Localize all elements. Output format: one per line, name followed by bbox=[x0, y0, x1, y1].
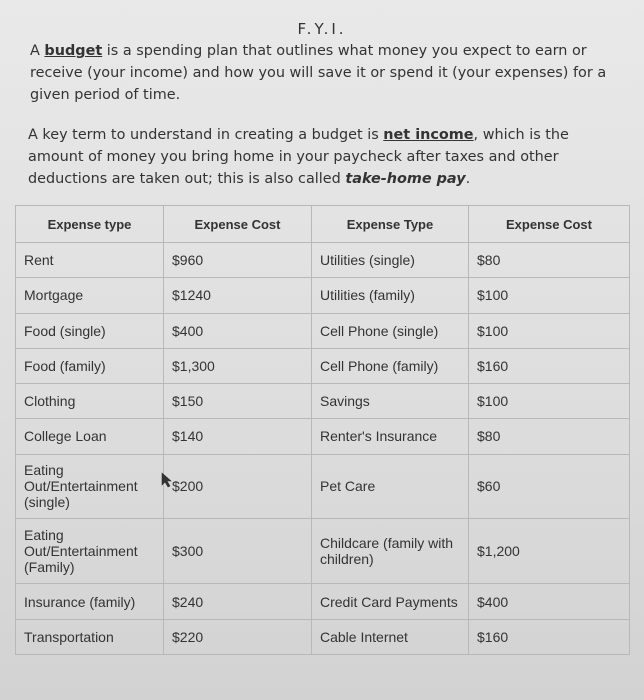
table-row bbox=[16, 519, 630, 584]
term-net-income: net income bbox=[383, 127, 474, 143]
expense-name: Clothing bbox=[16, 384, 164, 419]
expense-cost: $1,200 bbox=[469, 519, 630, 584]
expense-cost: $240 bbox=[164, 584, 312, 619]
expense-name: Pet Care bbox=[312, 454, 469, 519]
header-expense-cost-2: Expense Cost bbox=[469, 206, 630, 243]
expense-cost: $200 bbox=[164, 454, 312, 519]
header-expense-type: Expense type bbox=[16, 206, 164, 243]
para1-after: is a spending plan that outlines what money you expect to earn or receive (your income) and how you will save it or spend it (your expenses) for a given period of time. bbox=[30, 43, 607, 103]
header-expense-type-2: Expense Type bbox=[312, 206, 469, 243]
expense-name: Eating Out/Entertainment (Family) bbox=[16, 519, 164, 584]
table-row bbox=[16, 278, 630, 313]
para2-middle: , which is the amount of money you bring home in your paycheck after taxes and other deductions are taken out; this is also called bbox=[28, 127, 569, 187]
table-row bbox=[16, 584, 630, 619]
expense-cost: $80 bbox=[469, 243, 630, 278]
term-take-home-pay: take-home pay bbox=[345, 171, 466, 187]
table-row bbox=[16, 313, 630, 348]
para2-after: . bbox=[465, 171, 471, 187]
expense-cost: $160 bbox=[469, 348, 630, 383]
table-row bbox=[16, 454, 630, 519]
expense-name: Cell Phone (family) bbox=[312, 348, 469, 383]
expense-name: Renter's Insurance bbox=[312, 419, 469, 454]
expense-name: Food (family) bbox=[16, 348, 164, 383]
expense-cost: $960 bbox=[164, 243, 312, 278]
expense-cost: $160 bbox=[469, 619, 630, 654]
expense-table bbox=[15, 205, 630, 655]
expense-name: College Loan bbox=[16, 419, 164, 454]
expense-name: Eating Out/Entertainment (single) bbox=[16, 454, 164, 519]
expense-cost: $400 bbox=[164, 313, 312, 348]
table-row bbox=[16, 243, 630, 278]
expense-name: Food (single) bbox=[16, 313, 164, 348]
expense-cost: $1,300 bbox=[164, 348, 312, 383]
para1-before: A bbox=[30, 43, 45, 59]
expense-cost: $60 bbox=[469, 454, 630, 519]
net-income-definition bbox=[28, 124, 628, 190]
expense-name: Cell Phone (single) bbox=[312, 313, 469, 348]
expense-name: Childcare (family with children) bbox=[312, 519, 469, 584]
expense-cost: $400 bbox=[469, 584, 630, 619]
term-budget: budget bbox=[44, 43, 103, 59]
table-row bbox=[16, 384, 630, 419]
table-row bbox=[16, 348, 630, 383]
expense-name: Utilities (single) bbox=[312, 243, 469, 278]
table-row bbox=[16, 419, 630, 454]
expense-name: Mortgage bbox=[16, 278, 164, 313]
expense-name: Credit Card Payments bbox=[312, 584, 469, 619]
table-row bbox=[16, 619, 630, 654]
expense-cost: $220 bbox=[164, 619, 312, 654]
expense-name: Insurance (family) bbox=[16, 584, 164, 619]
expense-name: Utilities (family) bbox=[312, 278, 469, 313]
expense-cost: $100 bbox=[469, 278, 630, 313]
table-header-row bbox=[16, 206, 630, 243]
expense-cost: $1240 bbox=[164, 278, 312, 313]
expense-cost: $100 bbox=[469, 313, 630, 348]
mouse-cursor-icon bbox=[161, 472, 173, 488]
expense-cost: $300 bbox=[164, 519, 312, 584]
budget-definition bbox=[30, 40, 630, 106]
para2-before: A key term to understand in creating a budget is bbox=[28, 127, 384, 143]
page-title: F.Y.I. bbox=[297, 20, 347, 38]
expense-name: Cable Internet bbox=[312, 619, 469, 654]
expense-cost: $140 bbox=[164, 419, 312, 454]
header-expense-cost: Expense Cost bbox=[164, 206, 312, 243]
expense-name: Savings bbox=[312, 384, 469, 419]
expense-cost: $150 bbox=[164, 384, 312, 419]
expense-name: Transportation bbox=[16, 619, 164, 654]
expense-cost: $80 bbox=[469, 419, 630, 454]
expense-cost: $100 bbox=[469, 384, 630, 419]
expense-name: Rent bbox=[16, 243, 164, 278]
